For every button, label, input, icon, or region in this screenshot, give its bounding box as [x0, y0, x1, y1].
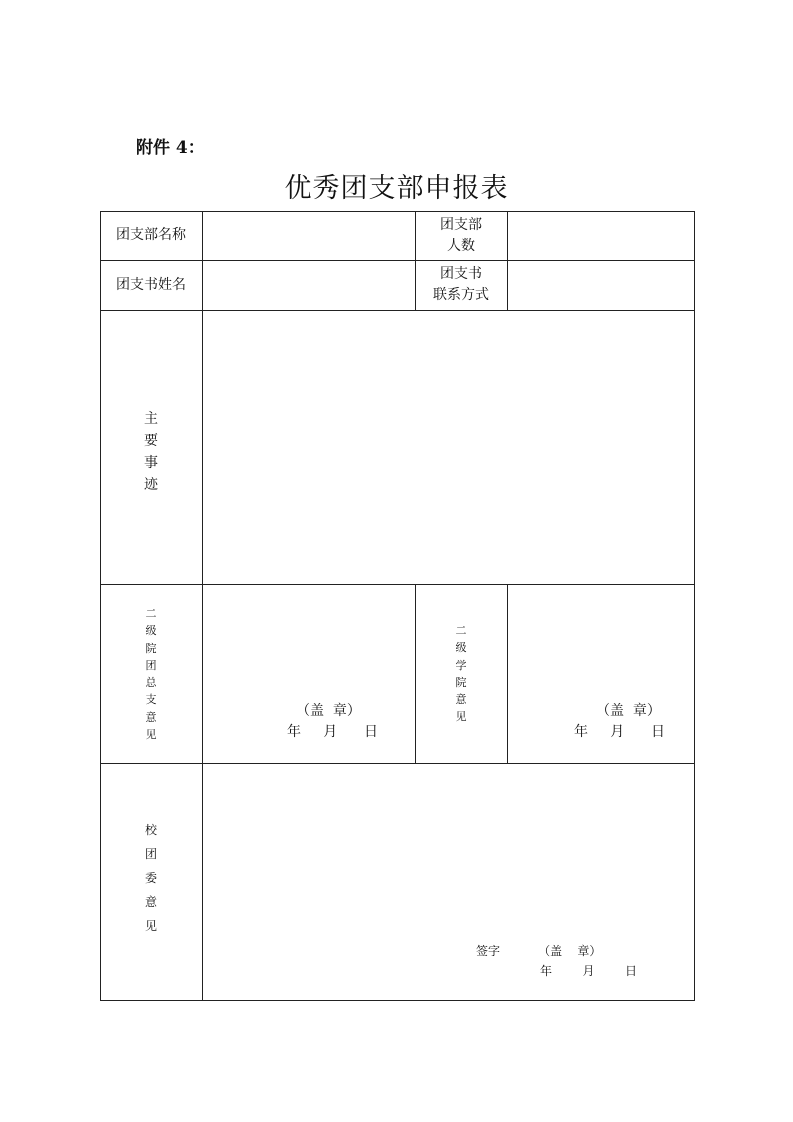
school-committee-opinion-char: 委 [144, 871, 157, 885]
college-opinion-char: 二 [455, 624, 467, 637]
secretary-name-label: 团支书姓名 [116, 277, 186, 293]
secretary-contact-field[interactable] [508, 261, 694, 309]
college-league-opinion-char: 总 [145, 676, 157, 690]
branch-member-count-label [415, 215, 507, 257]
main-deeds-field[interactable] [203, 311, 694, 583]
college-league-date: 年 月 日 [287, 724, 378, 740]
college-league-opinion-char: 见 [145, 728, 157, 742]
college-league-opinion-char: 团 [145, 658, 157, 672]
main-deeds-char: 事 [144, 455, 158, 471]
secretary-contact-label-line1: 团支书 [440, 266, 482, 282]
branch-name-field[interactable] [203, 212, 414, 259]
secretary-name-field[interactable] [203, 261, 414, 309]
college-opinion-char: 意 [455, 693, 467, 707]
attachment-label: 附件 4： [136, 138, 205, 158]
college-league-seal: （盖 章） [296, 703, 361, 719]
school-committee-opinion-label [100, 818, 202, 938]
school-committee-opinion-char: 校 [144, 823, 157, 837]
secretary-contact-label-line2: 联系方式 [433, 287, 489, 303]
school-committee-opinion-char: 团 [144, 847, 157, 861]
school-committee-opinion-char: 见 [144, 919, 157, 933]
college-seal: （盖 章） [596, 703, 661, 719]
college-opinion-char: 院 [455, 675, 467, 689]
college-opinion-char: 学 [455, 658, 467, 672]
branch-name-label: 团支部名称 [116, 227, 186, 243]
school-committee-date: 年 月 日 [540, 964, 638, 978]
college-league-opinion-char: 意 [145, 710, 157, 724]
school-committee-sign-seal: 签字 （盖 章） [476, 944, 602, 958]
school-committee-opinion-char: 意 [144, 895, 157, 909]
page-title: 优秀团支部申报表 [284, 173, 509, 204]
college-opinion-label [415, 622, 507, 726]
college-league-opinion-char: 院 [145, 641, 157, 655]
secretary-contact-label [415, 264, 507, 306]
main-deeds-char: 要 [144, 433, 158, 449]
college-league-opinion-char: 二 [145, 607, 157, 620]
branch-member-count-field[interactable] [508, 212, 694, 259]
branch-member-count-label-line1: 团支部 [440, 217, 482, 233]
main-deeds-label [100, 408, 202, 496]
college-date: 年 月 日 [574, 724, 665, 740]
branch-member-count-label-line2: 人数 [447, 238, 475, 254]
main-deeds-char: 主 [144, 411, 158, 427]
college-opinion-char: 见 [455, 710, 467, 724]
college-league-opinion-label [100, 605, 202, 743]
college-league-opinion-char: 级 [145, 624, 157, 638]
college-league-opinion-char: 支 [145, 693, 157, 707]
college-opinion-char: 级 [455, 641, 467, 655]
main-deeds-char: 迹 [144, 477, 158, 493]
